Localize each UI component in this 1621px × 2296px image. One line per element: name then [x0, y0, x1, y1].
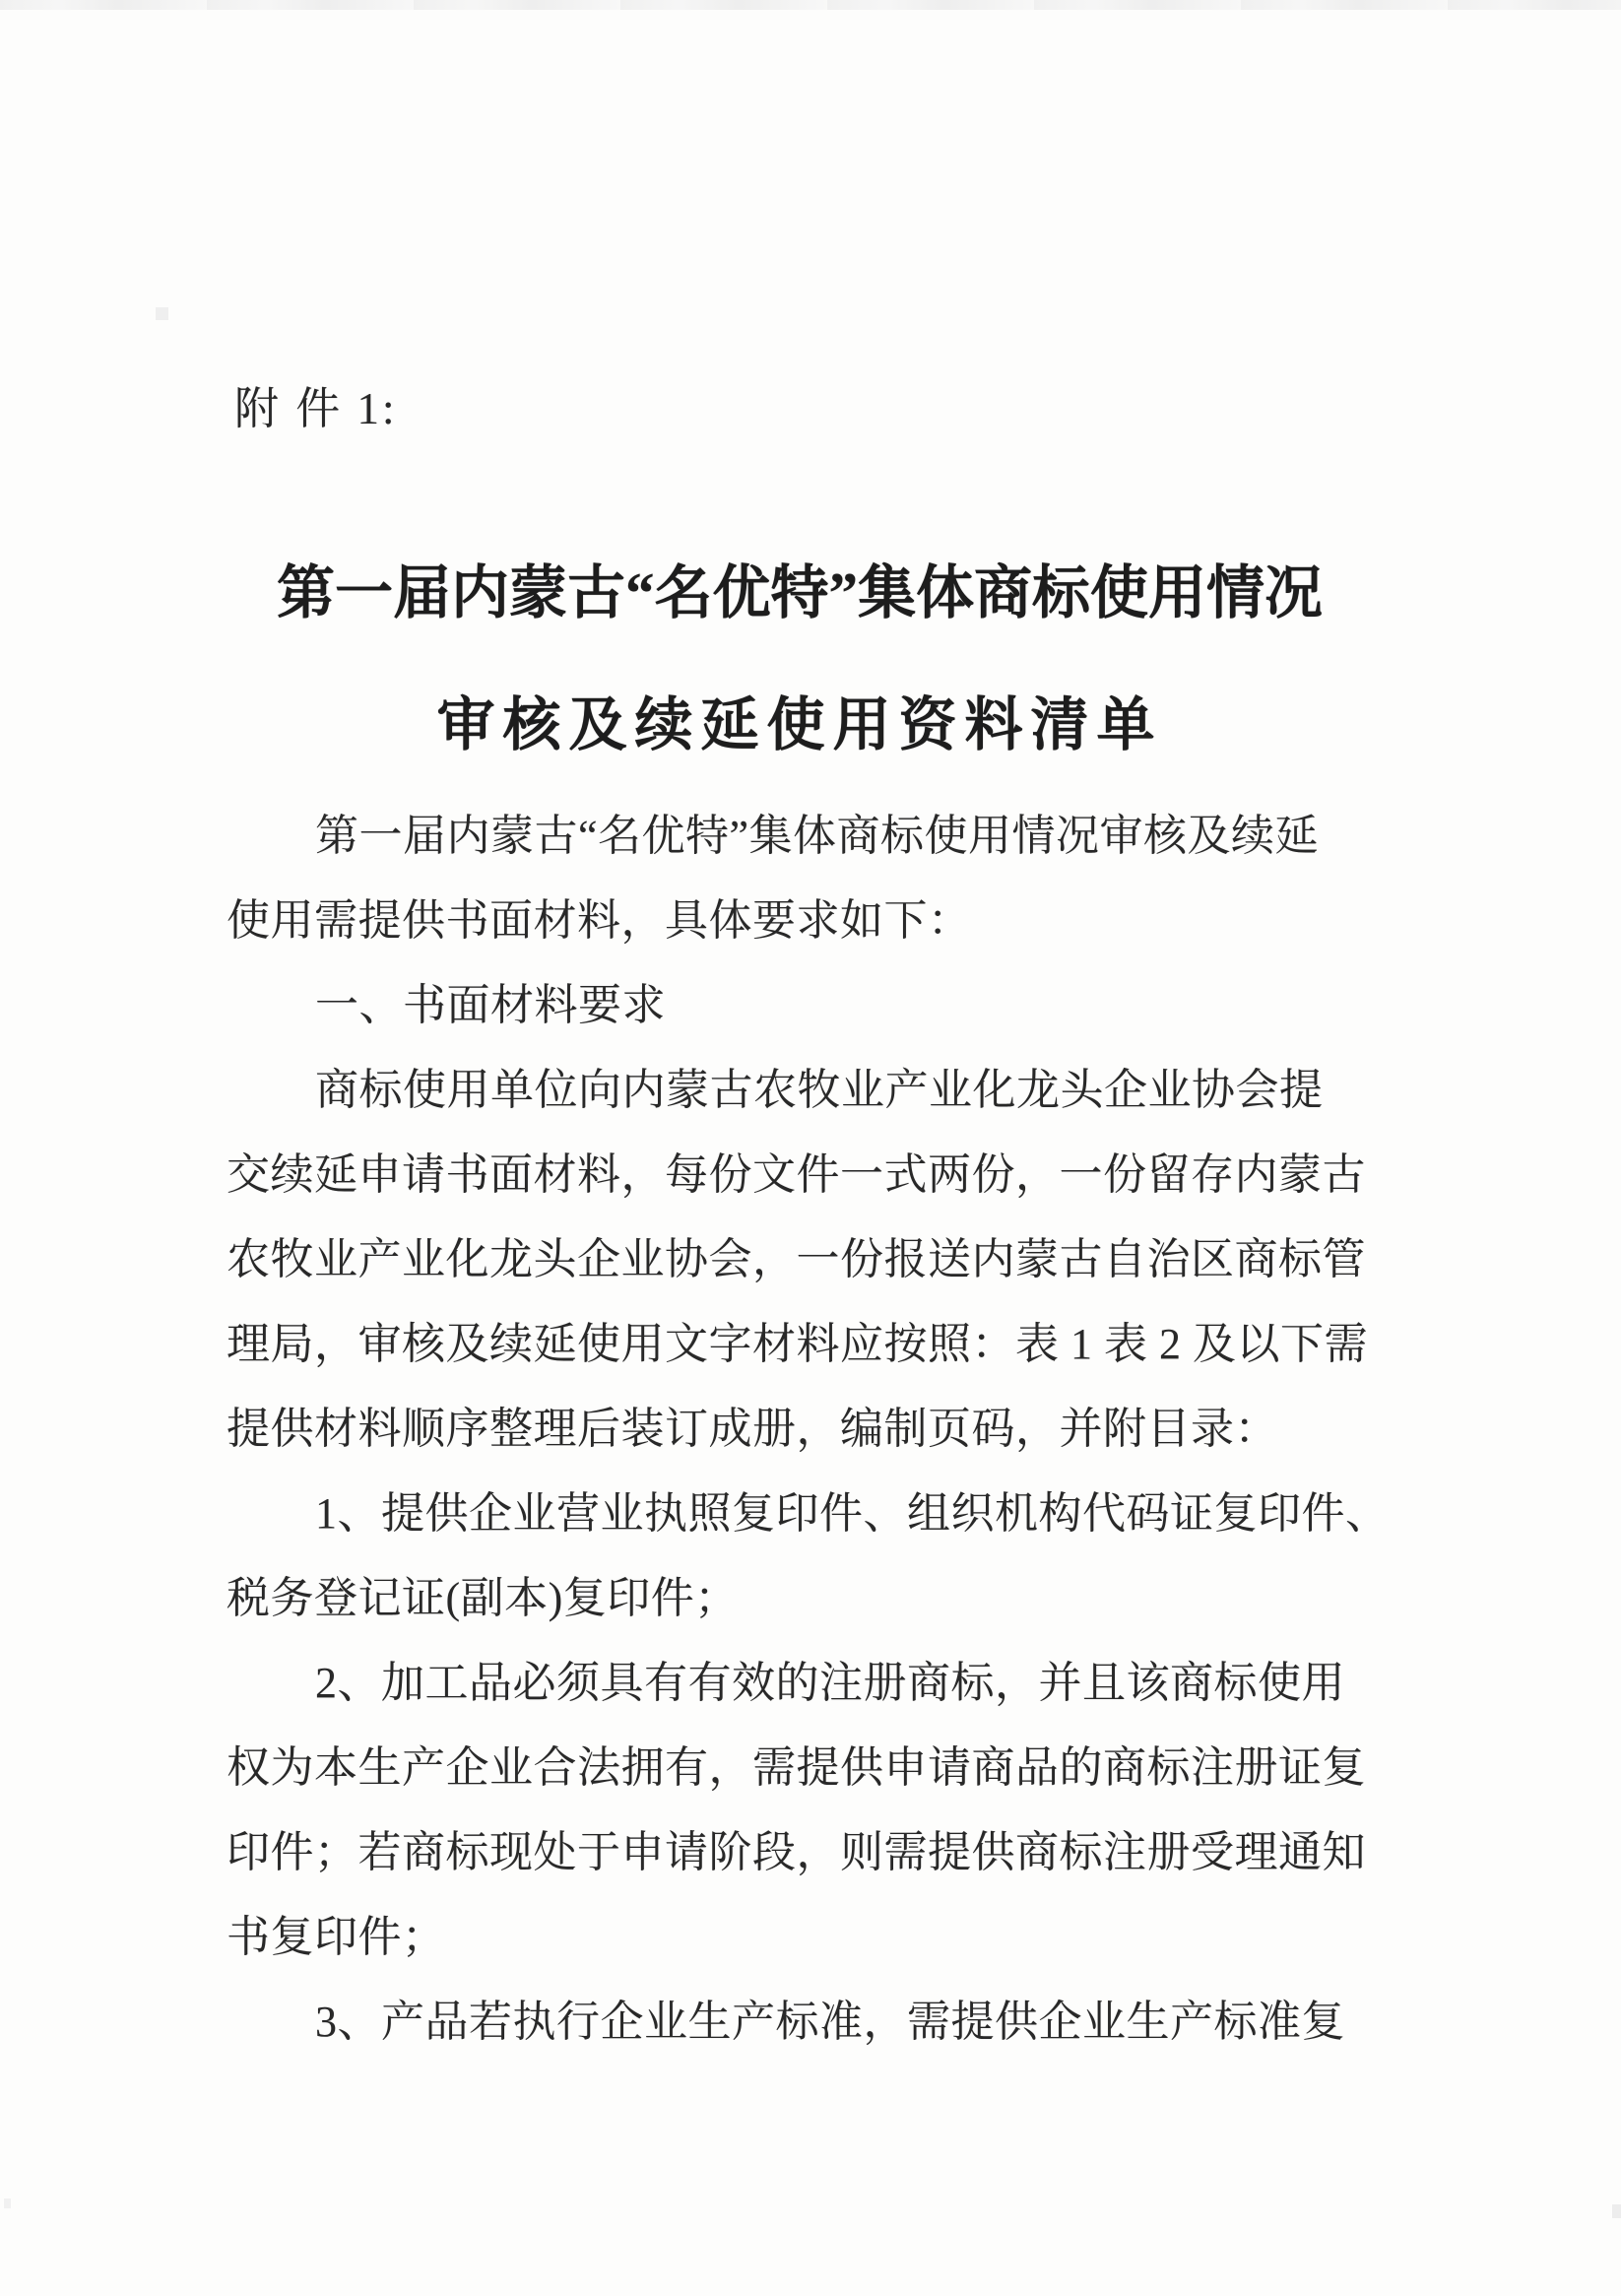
- document-title: [227, 527, 1373, 791]
- scan-speck: [1612, 2204, 1621, 2218]
- title-line-1: 第一届内蒙古“名优特”集体商标使用情况: [276, 560, 1323, 625]
- title-line-2: 审核及续延使用资料清单: [436, 692, 1163, 757]
- text-line: 交续延申请书面材料，每份文件一式两份，一份留存内蒙古: [227, 1150, 1366, 1199]
- text-line: 使用需提供书面材料，具体要求如下：: [227, 896, 972, 945]
- document-body: [227, 794, 1390, 2065]
- text-line: 一、书面材料要求: [315, 981, 666, 1029]
- text-line: 第一届内蒙古“名优特”集体商标使用情况审核及续延: [315, 812, 1320, 860]
- scan-artifact-top-band: [0, 0, 1621, 10]
- text-line: 提供材料顺序整理后装订成册，编制页码，并附目录：: [227, 1405, 1278, 1453]
- text-line: 3、产品若执行企业生产标准，需提供企业生产标准复: [315, 1998, 1345, 2046]
- text-line: 权为本生产企业合法拥有，需提供申请商品的商标注册证复: [227, 1743, 1366, 1792]
- text-line: 2、加工品必须具有有效的注册商标，并且该商标使用: [315, 1659, 1345, 1707]
- scan-speck: [156, 307, 168, 320]
- text-line: 印件；若商标现处于申请阶段，则需提供商标注册受理通知: [227, 1828, 1366, 1876]
- text-line: 1、提供企业营业执照复印件、组织机构代码证复印件、: [315, 1489, 1390, 1538]
- attachment-label: 附 件 1:: [234, 384, 398, 433]
- text-line: 税务登记证(副本)复印件；: [227, 1574, 739, 1622]
- text-line: 商标使用单位向内蒙古农牧业产业化龙头企业协会提: [315, 1066, 1324, 1114]
- text-line: 理局，审核及续延使用文字材料应按照：表 1 表 2 及以下需: [227, 1320, 1368, 1368]
- scan-speck: [4, 2198, 11, 2208]
- text-line: 农牧业产业化龙头企业协会，一份报送内蒙古自治区商标管: [227, 1235, 1366, 1283]
- text-line: 书复印件；: [227, 1913, 446, 1961]
